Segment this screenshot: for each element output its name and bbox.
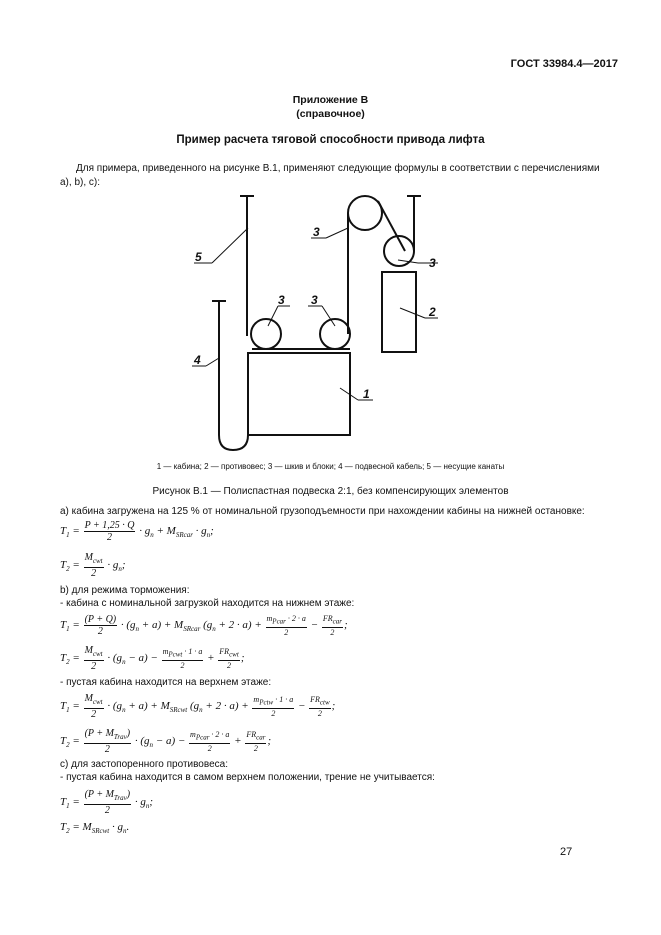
leader-5 [212, 228, 248, 263]
formula-b1-t1: $T_1$ = $\frac{(P + Q)}{2}$ · $(g_n + a) + M_{SRcar}$ $(g_n + 2 \cdot a)$ + $m_{Pcar} \cdot 2 \cdot a$ 2 − $FR_{car}$ 2 ; [60, 614, 348, 637]
section-title: Пример расчета тяговой способности привода лифта [176, 134, 485, 146]
label-4: 4 [194, 353, 201, 367]
item-b1: - кабина с номинальной загрузкой находится на нижнем этаже: [60, 598, 355, 609]
appendix-subtitle: (справочное) [296, 108, 365, 120]
label-3-top: 3 [313, 225, 320, 239]
page-number: 27 [560, 846, 573, 858]
label-3-right: 3 [429, 256, 436, 270]
figure-legend: 1 — кабина; 2 — противовес; 3 — шкив и блоки; 4 — подвесной кабель; 5 — несущие канаты [156, 462, 505, 471]
leader-2 [400, 308, 425, 318]
rope-sheave-to-cwt [378, 201, 405, 251]
label-1: 1 [363, 387, 370, 401]
formula-a-t1: $T_1$ = $\frac{P + 1,25 \cdot Q}{2}$ · $g_n + M_{SRcar} \cdot g_n$; [60, 520, 214, 543]
item-b: b) для режима торможения: [60, 585, 190, 596]
car-pulley-right [320, 319, 350, 349]
label-3-car-right: 3 [311, 293, 318, 307]
label-2: 2 [429, 305, 436, 319]
traction-sheave [348, 196, 382, 230]
formula-b2-t1: $T_1$ = $M_{cwt}$ 2 · $(g_n + a) + M_{SRcwt}$ $(g_n + 2 \cdot a)$ + $m_{Pctw} \cdot 1 \cdot a$ 2 − $FR_{ctw}$ 2 ; [60, 693, 336, 720]
item-c1: - пустая кабина находится в самом верхнем положении, трение не учитывается: [60, 772, 435, 783]
formula-c-t1: $T_1$ = $(P + M_{Trav})$ 2 · $g_n$; [60, 789, 154, 816]
formula-c-t2: $T_2 = M_{SRcwt} \cdot g_n$. [60, 821, 130, 836]
car [248, 353, 350, 435]
leader-4 [206, 358, 219, 366]
appendix-title: Приложение В [292, 94, 369, 106]
item-c: с) для застопоренного противовеса: [60, 759, 228, 770]
leader-3-top [326, 228, 348, 238]
document-code: ГОСТ 33984.4—2017 [510, 58, 618, 70]
intro-paragraph: Для примера, приведенного на рисунке В.1, применяют следующие формулы в соответствии с перечислениями а), b), c): [60, 163, 600, 188]
label-5: 5 [195, 250, 202, 264]
formula-b1-t2: $T_2$ = $M_{cwt}$ 2 · $(g_n - a)$ − $m_{Pcwt} \cdot 1 \cdot a$ 2 + $FR_{cwt}$ 2 ; [60, 645, 245, 672]
car-pulley-left [251, 319, 281, 349]
label-3-car-left: 3 [278, 293, 285, 307]
item-b2: - пустая кабина находится на верхнем этаже: [60, 677, 272, 688]
formula-b2-t2: $T_2$ = $(P + M_{Trav})$ 2 · $(g_n - a)$ − $m_{Pcar} \cdot 2 \cdot a$ 2 + $FR_{car}$ 2 ; [60, 728, 272, 755]
travelling-cable [219, 301, 248, 450]
figure-caption: Рисунок В.1 — Полиспастная подвеска 2:1, без компенсирующих элементов [152, 486, 509, 497]
figure-suspension-diagram [180, 188, 460, 463]
formula-a-t2: $T_2$ = $M_{cwt}$ 2 · $g_n$; [60, 552, 126, 579]
item-a: а) кабина загружена на 125 % от номинальной грузоподъемности при нахождении кабины на нижней остановке: [60, 506, 585, 517]
